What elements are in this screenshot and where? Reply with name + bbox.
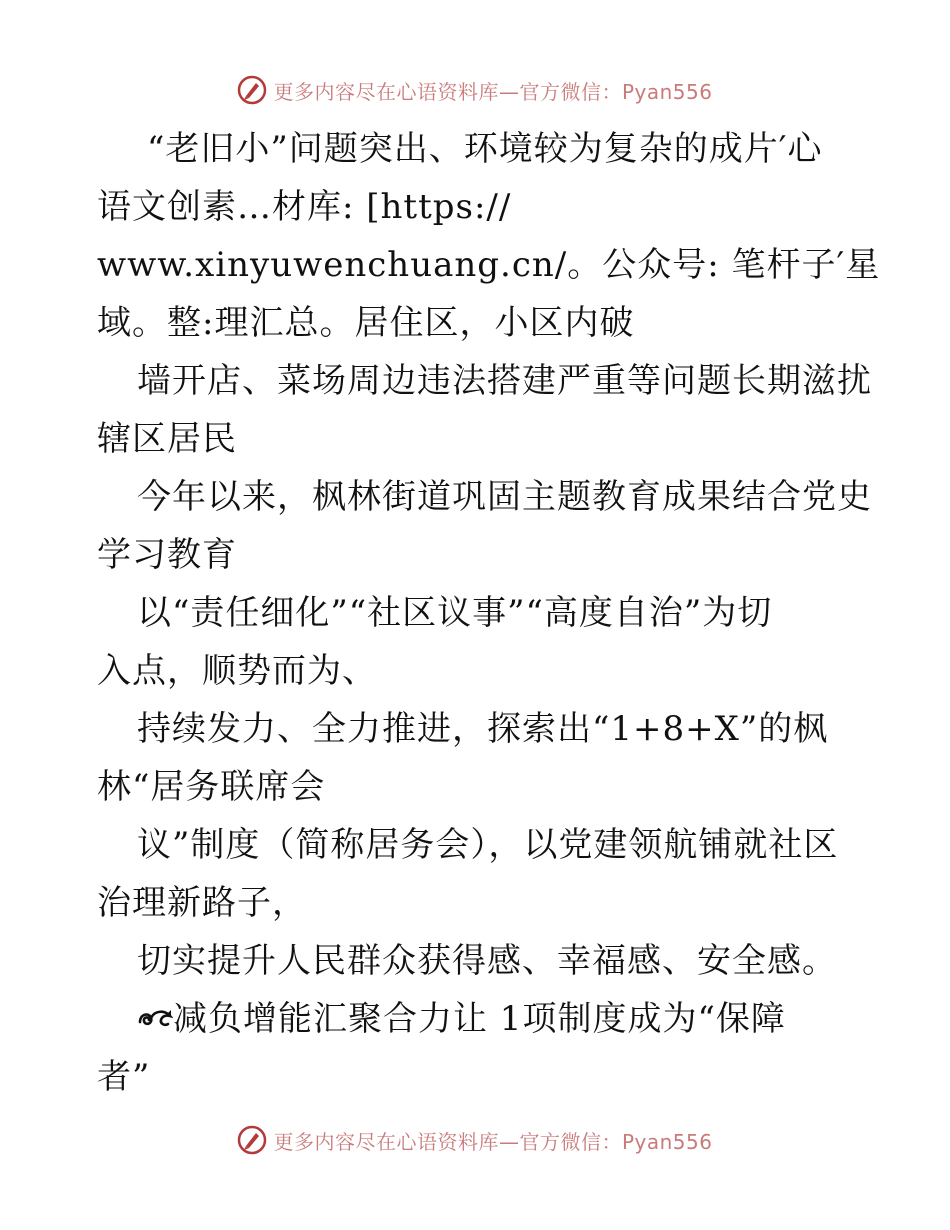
header-banner [0,70,950,110]
document-body [97,120,881,1106]
body-line: 墙开店、菜场周边违法搭建严重等问题长期滋扰 [137,361,872,401]
bullet-line-text: 减负增能汇聚合力让 1项制度成为“保障 [173,999,786,1039]
body-line: 辖区居民 [97,419,237,459]
body-line: 学习教育 [97,535,237,575]
body-line: 入点，顺势而为、 [97,651,377,691]
body-line: 语文创素…材库: [https:// [97,187,512,227]
pen-nib-logo-icon [237,75,267,105]
body-line: 域。整:理汇总。居住区，小区内破 [97,303,635,343]
body-line: 持续发力、全力推进，探索出“1+8+X”的枫 [137,709,829,749]
body-line: “老旧小”问题突出、环境较为复杂的成片′心 [147,129,823,169]
body-line: 以“责任细化”“社区议事”“高度自治”为切 [137,593,773,633]
footer-banner-text: 更多内容尽在心语资料库—官方微信：Pyan556 [273,1129,713,1154]
header-banner-text: 更多内容尽在心语资料库—官方微信：Pyan556 [273,79,713,104]
body-line: 者” [97,1057,151,1097]
body-line: 林“居务联席会 [97,767,326,807]
body-line: 今年以来，枫林街道巩固主题教育成果结合党史 [137,477,872,517]
bullet-line [97,990,857,1048]
body-line: 议”制度（简称居务会），以党建领航铺就社区 [137,825,839,865]
body-line: 切实提升人民群众获得感、幸福感、安全感。 [137,941,837,981]
body-line: 治理新路子， [97,883,307,923]
pen-nib-logo-icon [237,1125,267,1155]
footer-banner [0,1120,950,1160]
body-line: www.xinyuwenchuang.cn/。公众号: 笔杆子′星 [97,245,881,285]
scroll-ornament-icon [137,1004,173,1034]
